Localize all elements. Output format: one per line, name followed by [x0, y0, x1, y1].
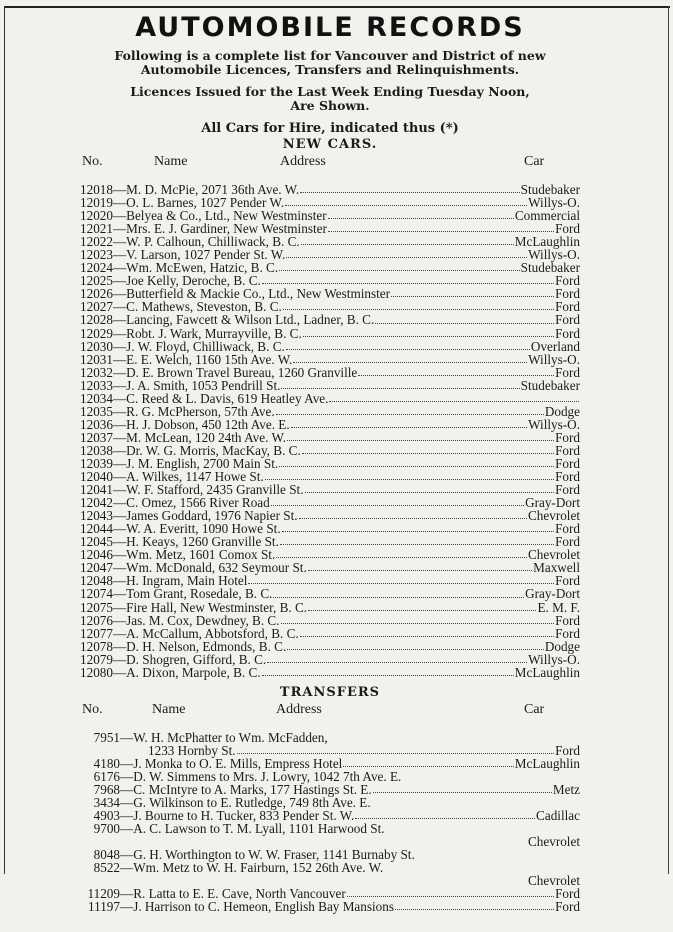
col-no-header: No. — [82, 154, 103, 169]
intro-line-2: Automobile Licences, Transfers and Relinquishments. — [140, 62, 520, 77]
entry-text: 12034—C. Reed & L. Davis, 619 Heatley Ave. — [80, 390, 329, 406]
transfer-number: 8048 — [93, 847, 120, 863]
intro-line-1: Following is a complete list for Vancouver and District of new — [114, 48, 546, 63]
car-make: Studebaker — [520, 260, 580, 276]
entry-text: 12078—D. H. Nelson, Edmonds, B. C. — [80, 638, 287, 654]
col-name-header: Name — [154, 154, 188, 169]
car-make: Commercial — [514, 208, 580, 224]
car-make: E. M. F. — [537, 599, 580, 615]
entry-text: 12029—Robt. J. Wark, Murrayville, B. C. — [80, 325, 302, 341]
list-item — [80, 731, 580, 757]
entry-text: 12048—H. Ingram, Main Hotel — [80, 573, 248, 589]
entry-text: 12030—J. W. Floyd, Chilliwack, B. C. — [80, 338, 285, 354]
transfer-text: —C. McIntyre to A. Marks, 177 Hastings St. E. — [120, 781, 372, 797]
entry-text: 12023—V. Larson, 1027 Pender St. W. — [80, 247, 286, 263]
car-make: Ford — [555, 482, 580, 498]
transfer-text: —W. H. McPhatter to Wm. McFadden, — [120, 729, 328, 745]
entry-text: 12043—James Goddard, 1976 Napier St. — [80, 508, 298, 524]
list-item — [80, 313, 580, 326]
dot-leader — [287, 440, 554, 441]
car-make: Maxwell — [533, 560, 580, 576]
dot-leader — [300, 192, 519, 193]
dot-leader — [267, 662, 527, 663]
dot-leader — [347, 896, 554, 897]
car-make: Chevrolet — [527, 834, 580, 850]
entry-text: 12024—Wm. McEwen, Hatzic, B. C. — [80, 260, 279, 276]
entry-text: 12033—J. A. Smith, 1053 Pendrill St. — [80, 377, 281, 393]
car-make: Chevrolet — [527, 873, 580, 889]
car-make: Ford — [555, 286, 580, 302]
transfer-number: 11209 — [87, 886, 120, 902]
dot-leader — [271, 505, 524, 506]
car-make: McLaughlin — [514, 234, 580, 250]
entry-text: 12035—R. G. McPherson, 57th Ave. — [80, 403, 275, 419]
dot-leader — [308, 610, 536, 611]
transfer-address: 1233 Hornby St. — [148, 742, 236, 758]
list-item — [80, 587, 580, 600]
car-make: Gray-Dort — [525, 495, 580, 511]
car-make: Ford — [555, 573, 580, 589]
dot-leader — [248, 583, 554, 584]
dot-leader — [343, 766, 513, 767]
car-make: Ford — [555, 364, 580, 380]
entry-text: 12027—C. Mathews, Steveston, B. C. — [80, 299, 282, 315]
list-item — [80, 757, 580, 770]
entry-text: 12042—C. Omez, 1566 River Road — [80, 495, 270, 511]
entry-text: 12026—Butterfield & Mackie Co., Ltd., New Westminster — [80, 286, 391, 302]
new-cars-list — [80, 183, 580, 679]
entry-text: 12028—Lancing, Fawcett & Wilson Ltd., Ladner, B. C. — [80, 312, 375, 328]
transfers-column-headers — [80, 702, 580, 721]
dot-leader — [287, 649, 544, 650]
entry-text: 12032—D. E. Brown Travel Bureau, 1260 Granville — [80, 364, 358, 380]
entry-text: 12022—W. P. Calhoun, Chilliwack, B. C. — [80, 234, 300, 250]
entry-text: 12025—Joe Kelly, Deroche, B. C. — [80, 273, 261, 289]
dot-leader — [286, 257, 527, 258]
car-make: Gray-Dort — [525, 586, 580, 602]
entry-text: 12075—Fire Hall, New Westminster, B. C. — [80, 599, 308, 615]
car-make: Ford — [555, 325, 580, 341]
dot-leader — [391, 296, 554, 297]
car-make: Ford — [555, 469, 580, 485]
col-address-header: Address — [276, 701, 322, 717]
car-make: Ford — [555, 521, 580, 537]
intro-line-4: Are Shown. — [290, 98, 370, 113]
dot-leader — [282, 531, 554, 532]
list-item — [80, 822, 580, 848]
car-make: Ford — [555, 625, 580, 641]
entry-text: 12031—E. E. Welch, 1160 15th Ave. W. — [80, 351, 293, 367]
entry-text: 12038—Dr. W. G. Morris, MacKay, B. C. — [80, 442, 301, 458]
car-make: Willys-O. — [528, 416, 580, 432]
car-make: Metz — [552, 781, 580, 797]
hire-note: All Cars for Hire, indicated thus (*) — [201, 121, 459, 136]
entry-text: 12019—O. L. Barnes, 1027 Pender W. — [80, 195, 285, 211]
list-item — [80, 366, 580, 379]
list-item — [80, 627, 580, 640]
car-make: Dodge — [544, 638, 580, 654]
col-no-header: No. — [82, 701, 103, 717]
dot-leader — [273, 597, 524, 598]
article-title: AUTOMOBILE RECORDS — [135, 12, 525, 43]
car-make: Ford — [555, 442, 580, 458]
entry-text: 12021—Mrs. E. J. Gardiner, New Westminster — [80, 221, 327, 237]
transfer-text: —Wm. Metz to W. H. Fairburn, 152 26th Ave. W. — [120, 860, 384, 876]
transfer-number: 8522 — [93, 860, 120, 876]
dot-leader — [328, 231, 554, 232]
car-make: Willys-O. — [528, 651, 580, 667]
car-make: McLaughlin — [514, 755, 580, 771]
transfer-text: —G. Wilkinson to E. Rutledge, 749 8th Ave. E. — [120, 795, 371, 811]
dot-leader — [302, 453, 554, 454]
entry-text: 12036—H. J. Dobson, 450 12th Ave. E. — [80, 416, 290, 432]
car-make: Willys-O. — [528, 351, 580, 367]
dot-leader — [262, 675, 514, 676]
car-make: Ford — [555, 429, 580, 445]
transfer-text: —J. Monka to O. E. Mills, Empress Hotel — [120, 755, 343, 771]
entry-text: 12077—A. McCallum, Abbotsford, B. C. — [80, 625, 299, 641]
transfer-number: 4180 — [93, 755, 120, 771]
dot-leader — [293, 362, 527, 363]
list-item — [80, 405, 580, 418]
col-car-header: Car — [524, 701, 545, 717]
entry-text: 12040—A. Wilkes, 1147 Howe St. — [80, 469, 264, 485]
car-make: Studebaker — [520, 377, 580, 393]
transfer-number: 6176 — [93, 768, 120, 784]
list-item — [80, 601, 580, 614]
left-border-rule — [4, 6, 5, 874]
list-item — [80, 353, 580, 366]
entry-text: 12076—Jas. M. Cox, Dewdney, B. C. — [80, 612, 280, 628]
dot-leader — [286, 349, 530, 350]
dot-leader — [262, 283, 554, 284]
new-cars-column-headers — [80, 154, 580, 173]
car-make: Ford — [555, 886, 580, 902]
car-make: Cadillac — [536, 808, 580, 824]
transfer-text: —J. Harrison to C. Hemeon, English Bay Mansions — [120, 899, 394, 915]
entry-text: 12018—M. D. McPie, 2071 36th Ave. W. — [80, 182, 300, 197]
dot-leader — [279, 270, 520, 271]
transfers-list — [80, 731, 580, 914]
transfer-number: 7968 — [93, 781, 120, 797]
dot-leader — [265, 479, 554, 480]
transfer-text: —J. Bourne to H. Tucker, 833 Pender St. W. — [120, 808, 355, 824]
list-item — [80, 327, 580, 340]
entry-text: 12041—W. F. Stafford, 2435 Granville St. — [80, 482, 304, 498]
dot-leader — [301, 244, 514, 245]
entry-text: 12046—Wm. Metz, 1601 Comox St. — [80, 547, 276, 563]
dot-leader — [308, 570, 532, 571]
car-make: Willys-O. — [528, 247, 580, 263]
list-item — [80, 666, 580, 679]
entry-text: 12074—Tom Grant, Rosedale, B. C. — [80, 586, 273, 602]
car-make: Ford — [555, 312, 580, 328]
dot-leader — [305, 492, 555, 493]
transfer-text: —R. Latta to E. E. Cave, North Vancouver — [120, 886, 346, 902]
entry-text: 12044—W. A. Everitt, 1090 Howe St. — [80, 521, 281, 537]
car-make: Ford — [555, 299, 580, 315]
dot-leader — [373, 792, 552, 793]
car-make: Overland — [530, 338, 580, 354]
list-item — [80, 900, 580, 913]
car-make: Dodge — [544, 403, 580, 419]
list-item — [80, 640, 580, 653]
list-item — [80, 418, 580, 431]
list-item — [80, 653, 580, 666]
transfer-number: 9700 — [93, 821, 120, 837]
dot-leader — [291, 427, 527, 428]
article-column — [80, 8, 580, 913]
col-car-header: Car — [524, 154, 545, 169]
transfer-number: 3434 — [93, 795, 120, 811]
entry-text: 12047—Wm. McDonald, 632 Seymour St. — [80, 560, 307, 576]
car-make: Ford — [555, 455, 580, 471]
dot-leader — [358, 375, 554, 376]
car-make: Studebaker — [520, 182, 580, 197]
col-name-header: Name — [152, 701, 186, 717]
car-make: Ford — [555, 534, 580, 550]
car-make: Chevrolet — [527, 508, 580, 524]
dot-leader — [375, 323, 554, 324]
list-item — [80, 431, 580, 444]
car-make: Ford — [555, 221, 580, 237]
transfers-heading: TRANSFERS — [279, 684, 381, 700]
right-border-rule — [668, 6, 669, 874]
car-make: McLaughlin — [514, 664, 580, 680]
dot-leader — [355, 818, 535, 819]
transfer-number: 11197 — [88, 899, 120, 915]
dot-leader — [276, 414, 544, 415]
list-item — [80, 770, 580, 783]
dot-leader — [300, 636, 554, 637]
car-make: Ford — [555, 899, 580, 915]
col-address-header: Address — [280, 154, 326, 169]
transfer-number: 7951 — [93, 729, 120, 745]
list-item — [80, 379, 580, 392]
dot-leader — [328, 218, 514, 219]
transfer-text: —A. C. Lawson to T. M. Lyall, 1101 Harwood St. — [120, 821, 385, 837]
new-cars-heading: NEW CARS. — [282, 137, 378, 152]
transfer-text: —D. W. Simmens to Mrs. J. Lowry, 1042 7th Ave. E. — [120, 768, 402, 784]
dot-leader — [281, 388, 519, 389]
dot-leader — [276, 557, 527, 558]
car-make: Ford — [555, 273, 580, 289]
dot-leader — [279, 466, 554, 467]
entry-text: 12045—H. Keays, 1260 Granville St. — [80, 534, 279, 550]
list-item — [80, 861, 580, 887]
dot-leader — [395, 909, 554, 910]
dot-leader — [237, 753, 555, 754]
list-item — [80, 614, 580, 627]
entry-text: 12020—Belyea & Co., Ltd., New Westminster — [80, 208, 327, 224]
dot-leader — [280, 544, 554, 545]
entry-text: 12039—J. M. English, 2700 Main St. — [80, 455, 279, 471]
dot-leader — [329, 401, 579, 402]
dot-leader — [285, 205, 527, 206]
intro-line-3: Licences Issued for the Last Week Ending Tuesday Noon, — [130, 84, 530, 99]
dot-leader — [283, 309, 554, 310]
car-make: Willys-O. — [528, 195, 580, 211]
car-make: Ford — [555, 612, 580, 628]
entry-text: 12079—D. Shogren, Gifford, B. C. — [80, 651, 267, 667]
list-item — [80, 392, 580, 405]
car-make: Chevrolet — [527, 547, 580, 563]
transfer-text: —G. H. Worthington to W. W. Fraser, 1141 Burnaby St. — [120, 847, 415, 863]
transfer-number: 4903 — [93, 808, 120, 824]
list-item — [80, 340, 580, 353]
entry-text: 12037—M. McLean, 120 24th Ave. W. — [80, 429, 286, 445]
entry-text: 12080—A. Dixon, Marpole, B. C. — [80, 664, 261, 680]
dot-leader — [303, 336, 554, 337]
dot-leader — [299, 518, 527, 519]
dot-leader — [281, 623, 555, 624]
car-make: Ford — [555, 742, 580, 758]
